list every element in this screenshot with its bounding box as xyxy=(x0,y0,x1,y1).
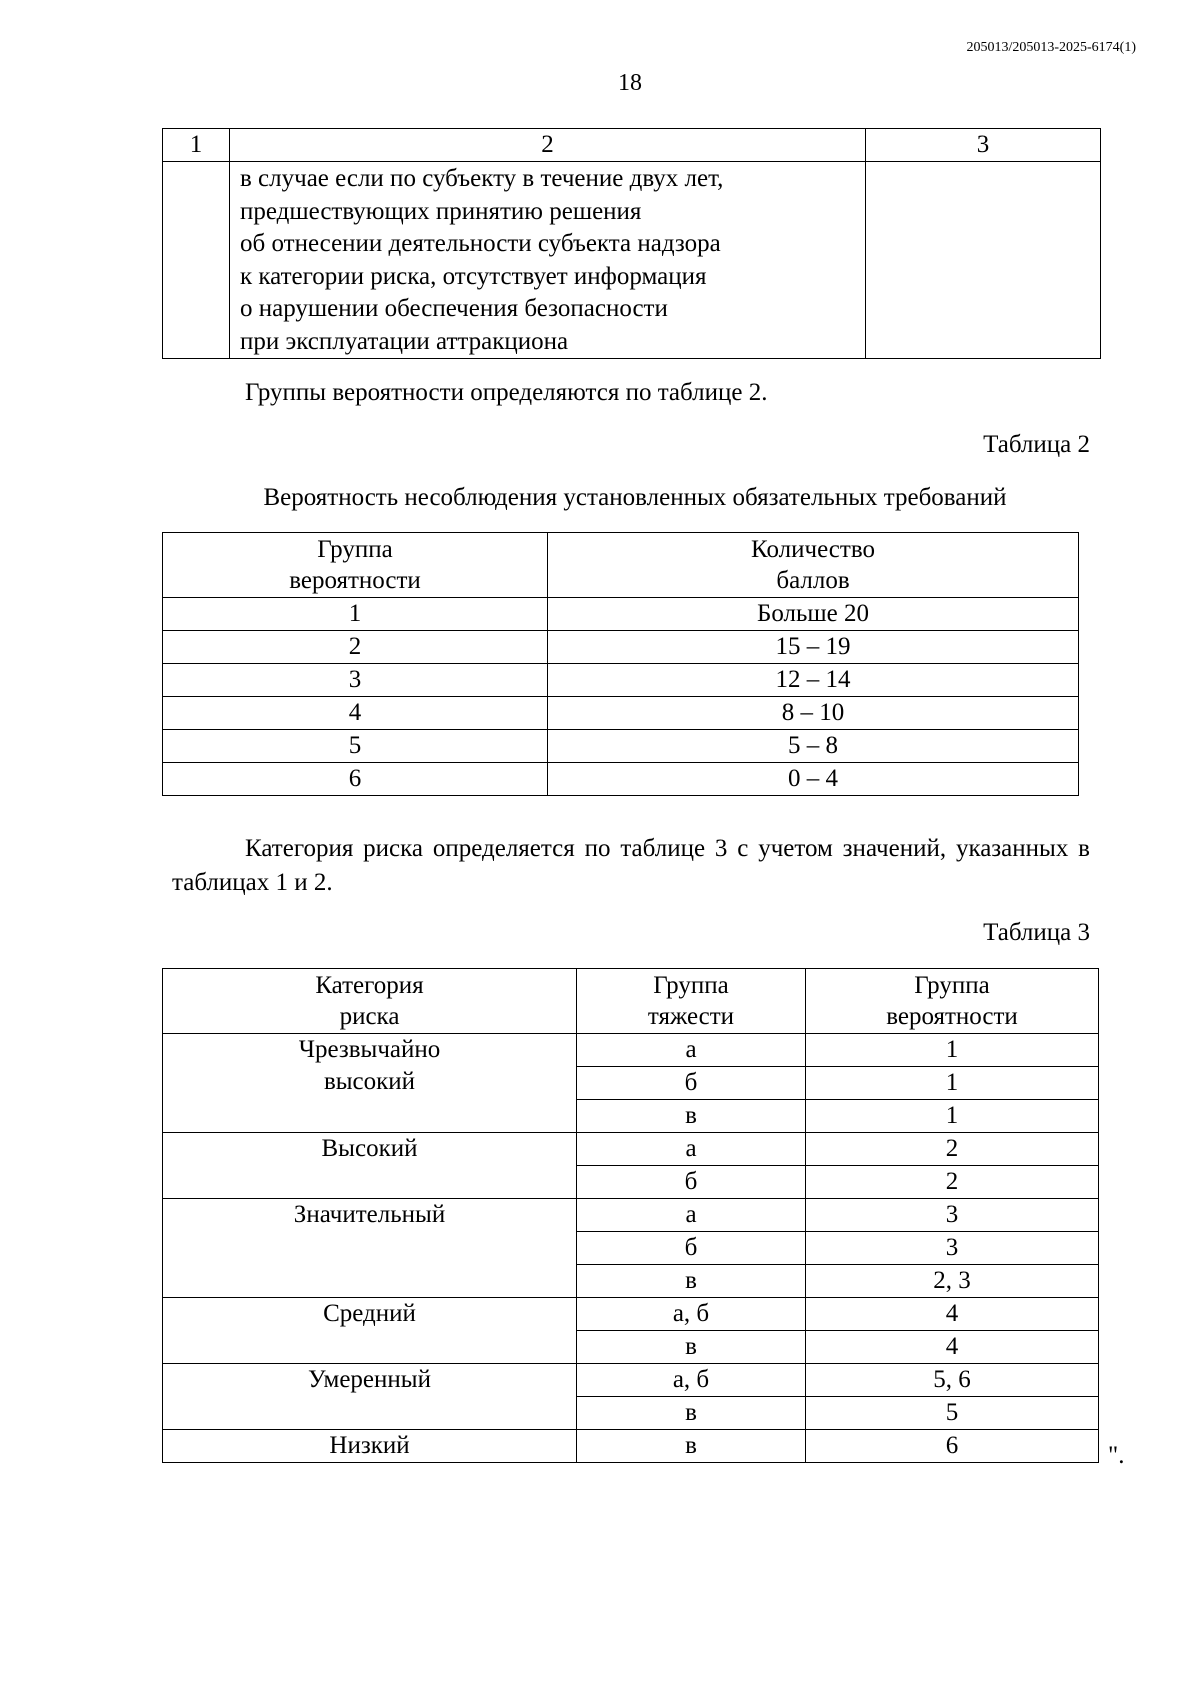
category-name: высокий xyxy=(323,1068,416,1095)
table-1-continuation xyxy=(162,128,1101,359)
table-1-cell-empty xyxy=(163,162,230,359)
table-2-points-cell: 15 – 19 xyxy=(548,631,1079,664)
table-3-probability-cell: 1 xyxy=(806,1100,1099,1133)
table-3-header-probability xyxy=(806,969,1099,1034)
table-3-header-row xyxy=(163,969,1099,1034)
header-text: Группа xyxy=(317,536,393,563)
table-row xyxy=(163,631,1079,664)
table-row xyxy=(163,763,1079,796)
table-3-severity-cell: в xyxy=(577,1430,806,1463)
table-1-header-col1: 1 xyxy=(163,129,230,162)
table-3-probability-cell: 3 xyxy=(806,1199,1099,1232)
header-text: риска xyxy=(339,1003,400,1030)
header-text: тяжести xyxy=(647,1003,735,1030)
table-1-text-line: к категории риска, отсутствует информация xyxy=(240,262,707,290)
table-2-points-cell: 8 – 10 xyxy=(548,697,1079,730)
table-3-category-cell: Низкий xyxy=(163,1430,577,1463)
table-2-group-cell: 2 xyxy=(163,631,548,664)
header-text: Группа xyxy=(653,972,729,999)
table-2-header-row xyxy=(163,533,1079,598)
table-1-header-col2: 2 xyxy=(230,129,866,162)
table-3-severity-cell: а, б xyxy=(577,1364,806,1397)
table-3-header-category xyxy=(163,969,577,1034)
table-3-severity-cell: а xyxy=(577,1199,806,1232)
table-2-probability xyxy=(162,532,1079,796)
table-2-header-group xyxy=(163,533,548,598)
table-1-cell-text xyxy=(230,162,866,359)
table-3-severity-cell: в xyxy=(577,1331,806,1364)
table-1-body-row xyxy=(163,162,1101,359)
table-row xyxy=(163,1430,1099,1463)
table-3-caption: Таблица 3 xyxy=(983,919,1090,946)
table-row xyxy=(163,697,1079,730)
table-3-severity-cell: б xyxy=(577,1067,806,1100)
table-2-group-cell: 5 xyxy=(163,730,548,763)
table-3-probability-cell: 2 xyxy=(806,1166,1099,1199)
table-3-severity-cell: а, б xyxy=(577,1298,806,1331)
table-3-severity-cell: в xyxy=(577,1100,806,1133)
table-3-severity-cell: в xyxy=(577,1397,806,1430)
table-row xyxy=(163,1298,1099,1331)
table-3-probability-cell: 5, 6 xyxy=(806,1364,1099,1397)
table-2-title: Вероятность несоблюдения установленных обязательных требований xyxy=(263,484,1007,511)
table-3-severity-cell: б xyxy=(577,1166,806,1199)
table-2-points-cell: 12 – 14 xyxy=(548,664,1079,697)
table-2-points-cell: 0 – 4 xyxy=(548,763,1079,796)
table-3-probability-cell: 5 xyxy=(806,1397,1099,1430)
table-3-category-cell xyxy=(163,1034,577,1133)
table-row xyxy=(163,1364,1099,1397)
table-3-category-cell: Значительный xyxy=(163,1199,577,1298)
table-1-header-col3: 3 xyxy=(866,129,1101,162)
table-3-category-cell: Умеренный xyxy=(163,1364,577,1430)
table-1-text-line: предшествующих принятию решения xyxy=(240,197,642,225)
header-text: баллов xyxy=(776,567,850,594)
table-3-probability-cell: 3 xyxy=(806,1232,1099,1265)
table-2-header-points xyxy=(548,533,1079,598)
table-2-group-cell: 6 xyxy=(163,763,548,796)
table-3-probability-cell: 2, 3 xyxy=(806,1265,1099,1298)
table-3-probability-cell: 6 xyxy=(806,1430,1099,1463)
table-3-header-severity xyxy=(577,969,806,1034)
category-name: Чрезвычайно xyxy=(298,1036,441,1063)
header-text: вероятности xyxy=(289,567,421,594)
document-id: 205013/205013-2025-6174(1) xyxy=(966,40,1136,55)
table-3-severity-cell: а xyxy=(577,1133,806,1166)
table-1-text-line: о нарушении обеспечения безопасности xyxy=(240,295,668,322)
header-text: Количество xyxy=(751,536,875,563)
table-row xyxy=(163,1199,1099,1232)
header-text: Группа xyxy=(914,972,990,999)
closing-quote: ". xyxy=(1108,1442,1125,1469)
table-3-probability-cell: 1 xyxy=(806,1067,1099,1100)
table-2-points-cell: 5 – 8 xyxy=(548,730,1079,763)
paragraph-risk-category: Категория риска определяется по таблице 3 с учетом значений, указанных в таблицах 1 и 2. xyxy=(172,835,1090,896)
table-3-risk-category xyxy=(162,968,1099,1463)
table-3-probability-cell: 1 xyxy=(806,1034,1099,1067)
table-1-cell-empty xyxy=(866,162,1101,359)
table-row xyxy=(163,1133,1099,1166)
header-text: вероятности xyxy=(886,1003,1018,1030)
table-1-text-line: в случае если по субъекту в течение двух лет, xyxy=(240,165,724,192)
table-2-group-cell: 3 xyxy=(163,664,548,697)
table-3-severity-cell: а xyxy=(577,1034,806,1067)
table-3-probability-cell: 4 xyxy=(806,1331,1099,1364)
table-3-probability-cell: 2 xyxy=(806,1133,1099,1166)
table-2-group-cell: 4 xyxy=(163,697,548,730)
page-number: 18 xyxy=(618,70,642,96)
table-3-category-cell: Средний xyxy=(163,1298,577,1364)
table-3-severity-cell: б xyxy=(577,1232,806,1265)
table-1-text-line: при эксплуатации аттракциона xyxy=(240,327,569,355)
paragraph-probability-groups: Группы вероятности определяются по таблице 2. xyxy=(245,379,768,406)
table-row xyxy=(163,1034,1099,1067)
table-2-caption: Таблица 2 xyxy=(983,431,1090,458)
table-3-category-cell: Высокий xyxy=(163,1133,577,1199)
table-3-severity-cell: в xyxy=(577,1265,806,1298)
table-1-text-line: об отнесении деятельности субъекта надзора xyxy=(240,230,721,257)
table-3-probability-cell: 4 xyxy=(806,1298,1099,1331)
table-2-points-cell: Больше 20 xyxy=(548,598,1079,631)
table-row xyxy=(163,664,1079,697)
table-row xyxy=(163,598,1079,631)
header-text: Категория xyxy=(315,972,424,999)
table-row xyxy=(163,730,1079,763)
table-1-header-row xyxy=(163,129,1101,162)
table-2-group-cell: 1 xyxy=(163,598,548,631)
